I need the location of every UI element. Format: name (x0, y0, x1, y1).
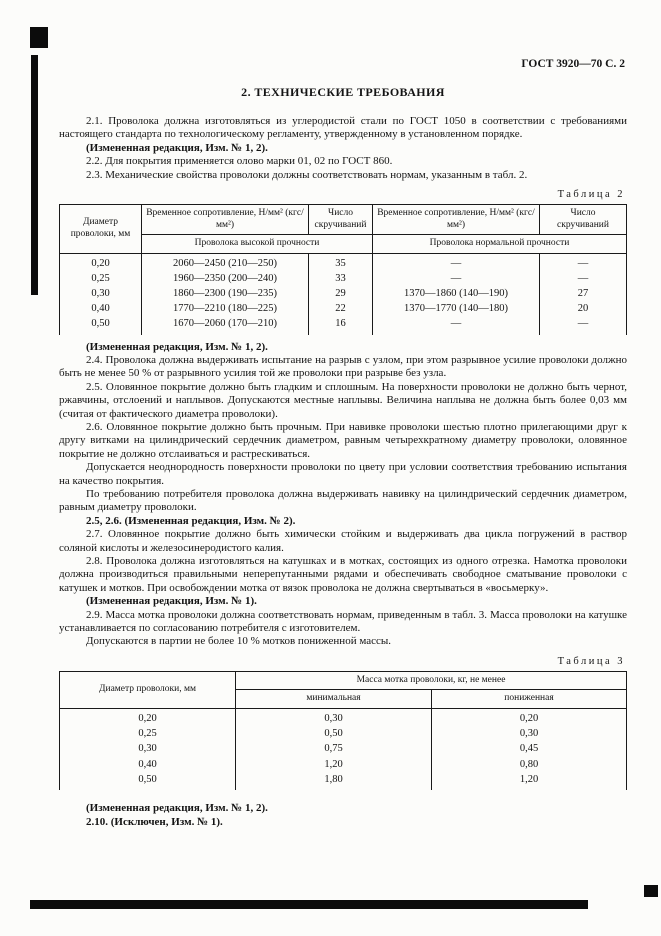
table-3 (59, 671, 627, 790)
table-cell: 2060—2450 (210—250) (142, 253, 309, 271)
table-row (60, 253, 627, 271)
table-cell: 1,20 (236, 757, 432, 772)
column-header-tensile-normal: Временное сопротивление, Н/мм² (кгс/мм²) (373, 205, 540, 235)
table-cell: 1370—1770 (140—180) (373, 301, 540, 316)
table-cell: 27 (540, 286, 627, 301)
table-cell: 0,20 (432, 708, 627, 726)
amendment-note-3: 2.5, 2.6. (Измененная редакция, Изм. № 2). (86, 514, 296, 527)
scan-mark-bottom-right (644, 885, 658, 897)
table-cell: 1,80 (236, 772, 432, 790)
table-cell: 0,30 (432, 726, 627, 741)
table-row (60, 271, 627, 286)
amendment-note-5: (Измененная редакция, Изм. № 1, 2). (86, 801, 268, 814)
paragraph-2-8: 2.8. Проволока должна изготовляться на катушках и в мотках, состоящих из одного отрезка. Намотка проволоки должна производиться правильными неперепутанными рядами и обеспечивать свободное сматывание проволоки с катушек и мотков. При освобождении мотка от вязок проволока не должна свертываться в «восьмерку». (59, 555, 627, 594)
paragraph-2-3: 2.3. Механические свойства проволоки должны соответствовать нормам, указанным в табл. 2. (86, 168, 528, 181)
table-row (60, 757, 627, 772)
column-header-twists-high: Число скручиваний (309, 205, 373, 235)
table-2-header (60, 205, 627, 254)
table-cell: 0,40 (60, 757, 236, 772)
table-cell: 16 (309, 316, 373, 334)
table-2-body (60, 253, 627, 335)
paragraph-2-7: 2.7. Оловянное покрытие должно быть химически стойким и выдерживать два цикла погружений в раствор соляной кислоты и железосинеродистого калия. (59, 528, 627, 554)
table-cell: — (540, 271, 627, 286)
table-cell: 0,50 (60, 316, 142, 334)
column-header-minimal: минимальная (236, 690, 432, 709)
column-header-diameter: Диаметр проволоки, мм (60, 205, 142, 254)
table-header-row (60, 235, 627, 254)
table-cell: 1960—2350 (200—240) (142, 271, 309, 286)
amendment-note-4: (Измененная редакция, Изм. № 1). (86, 595, 257, 608)
table-cell: 0,30 (60, 286, 142, 301)
table-3-header (60, 671, 627, 708)
paragraph-2-9: 2.9. Масса мотка проволоки должна соответствовать нормам, приведенным в табл. 3. Масса проволоки на катушке устанавливается по согласованию потребителя с изготовителем. (59, 608, 627, 635)
paragraph-2-9-cont: Допускаются в партии не более 10 % мотков пониженной массы. (86, 635, 392, 648)
table-cell: — (540, 253, 627, 271)
paragraph-2-4: 2.4. Проволока должна выдерживать испытание на разрыв с узлом, при этом разрывное усилие проволоки должно быть не менее 50 % от разрывного усилия той же проволоки при разрыве без узла. (59, 353, 627, 380)
paragraph-2-1: 2.1. Проволока должна изготовляться из углеродистой стали по ГОСТ 1050 в соответствии с требованиями настоящего стандарта по технологическому регламенту, утвержденному в установленном порядке. (59, 115, 627, 141)
table-row (60, 301, 627, 316)
table-cell: 33 (309, 271, 373, 286)
table-cell: 1370—1860 (140—190) (373, 286, 540, 301)
table-cell: 1670—2060 (170—210) (142, 316, 309, 334)
table-cell: 22 (309, 301, 373, 316)
table-cell: — (373, 271, 540, 286)
table-row (60, 726, 627, 741)
doc-reference: ГОСТ 3920—70 С. 2 (521, 58, 625, 70)
table-2 (59, 204, 627, 335)
table-cell: — (540, 316, 627, 334)
group-header-normal-strength: Проволока нормальной прочности (373, 235, 627, 254)
table-cell: — (373, 253, 540, 271)
table-cell: 29 (309, 286, 373, 301)
table-cell: 0,20 (60, 253, 142, 271)
table-row (60, 286, 627, 301)
table-header-row (60, 671, 627, 690)
table-cell: 0,40 (60, 301, 142, 316)
paragraph-2-6: 2.6. Оловянное покрытие должно быть прочным. При навивке проволоки шестью плотно прилегающими друг к другу витками на цилиндрический сердечник диаметром, равным четырехкратному диаметру проволоки, оловянное покрытие не должно отслаиваться и растрескиваться. (59, 420, 627, 460)
table-3-body (60, 708, 627, 790)
section-title: 2. ТЕХНИЧЕСКИЕ ТРЕБОВАНИЯ (241, 85, 445, 99)
group-header-high-strength: Проволока высокой прочности (142, 235, 373, 254)
table-cell: 0,25 (60, 726, 236, 741)
table-cell: 20 (540, 301, 627, 316)
paragraph-2-10: 2.10. (Исключен, Изм. № 1). (86, 816, 223, 829)
table-cell: 0,20 (60, 708, 236, 726)
table-cell: 0,30 (60, 741, 236, 756)
table-row (60, 708, 627, 726)
table-cell: 1,20 (432, 772, 627, 790)
amendment-note-1: (Измененная редакция, Изм. № 1, 2). (86, 141, 268, 154)
table-cell: 1770—2210 (180—225) (142, 301, 309, 316)
column-header-diameter: Диаметр проволоки, мм (60, 671, 236, 708)
table-cell: 1860—2300 (190—235) (142, 286, 309, 301)
table-row (60, 316, 627, 334)
table-2-label: Таблица 2 (557, 189, 625, 201)
paragraph-2-6-cont-2: По требованию потребителя проволока должна выдерживать навивку на цилиндрический сердечник диаметром, равным диаметру проволоки. (59, 488, 627, 514)
table-cell: 0,45 (432, 741, 627, 756)
column-header-twists-normal: Число скручиваний (540, 205, 627, 235)
paragraph-2-6-cont-1: Допускается неоднородность поверхности проволоки по цвету при условии соответствия требованию испытания на качество покрытия. (59, 461, 627, 487)
paragraph-2-2: 2.2. Для покрытия применяется олово марки 01, 02 по ГОСТ 860. (86, 155, 393, 168)
table-cell: 0,80 (432, 757, 627, 772)
column-header-tensile-high: Временное сопротивление, Н/мм² (кгс/мм²) (142, 205, 309, 235)
table-cell: 0,75 (236, 741, 432, 756)
table-cell: 0,50 (60, 772, 236, 790)
scan-mark-bottom-bar (30, 900, 588, 909)
paragraph-2-5: 2.5. Оловянное покрытие должно быть гладким и сплошным. На поверхности проволоки не должно быть чернот, ржавчины, отслоений и наплывов. Допускаются местные наплывы. Величина наплыва не должна быть более 0,03 мм (считая от фактического диаметра проволоки). (59, 380, 627, 420)
table-cell: 0,30 (236, 708, 432, 726)
group-header-mass: Масса мотка проволоки, кг, не менее (236, 671, 627, 690)
table-cell: 0,50 (236, 726, 432, 741)
table-3-label: Таблица 3 (557, 655, 625, 667)
table-cell: 35 (309, 253, 373, 271)
table-row (60, 772, 627, 790)
table-header-row (60, 205, 627, 235)
table-cell: — (373, 316, 540, 334)
table-cell: 0,25 (60, 271, 142, 286)
amendment-note-2: (Измененная редакция, Изм. № 1, 2). (86, 340, 268, 353)
table-row (60, 741, 627, 756)
column-header-reduced: пониженная (432, 690, 627, 709)
